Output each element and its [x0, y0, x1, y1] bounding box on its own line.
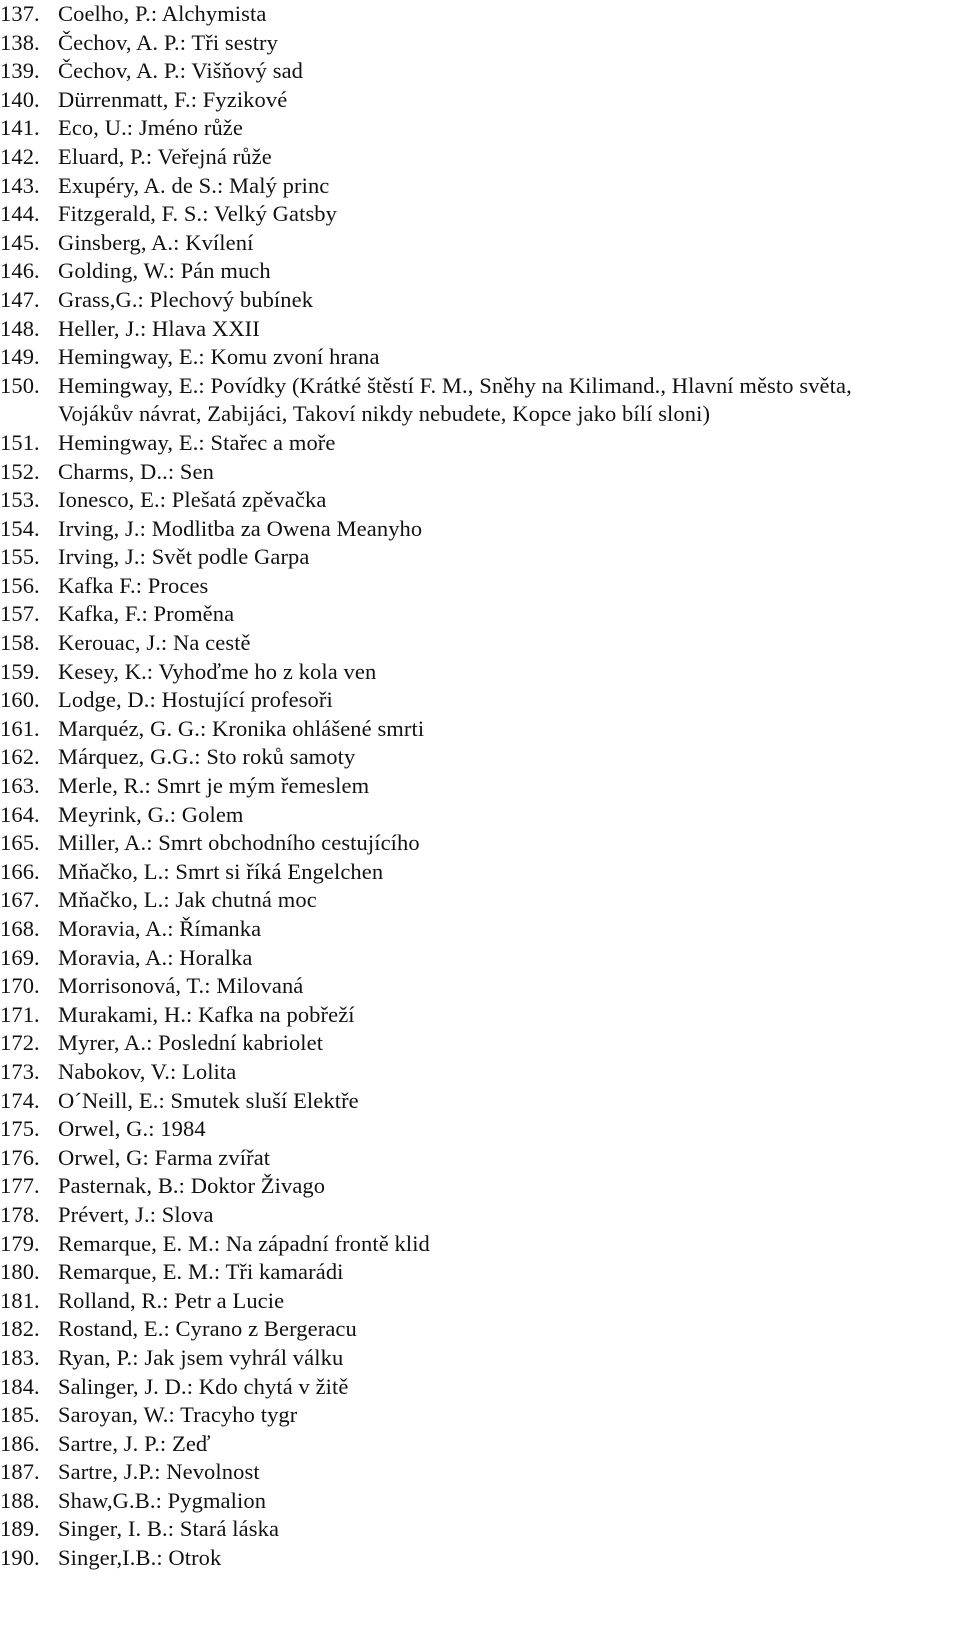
- item-number: 172.: [0, 1030, 40, 1056]
- item-number: 159.: [0, 658, 40, 684]
- item-number: 152.: [0, 458, 40, 484]
- item-number: 189.: [0, 1516, 40, 1542]
- item-number: 175.: [0, 1116, 40, 1142]
- item-number: 162.: [0, 744, 40, 770]
- list-item: [0, 515, 960, 544]
- item-text: Lodge, D.: Hostující profesoři: [58, 687, 333, 713]
- list-item: [0, 858, 960, 887]
- item-text: Moravia, A.: Horalka: [58, 944, 253, 970]
- item-text: Eco, U.: Jméno růže: [58, 115, 243, 141]
- list-item: [0, 29, 960, 58]
- list-item: [0, 1115, 960, 1144]
- item-number: 140.: [0, 86, 40, 112]
- list-item: [0, 1087, 960, 1116]
- list-item: [0, 1001, 960, 1030]
- list-item: [0, 772, 960, 801]
- item-number: 146.: [0, 258, 40, 284]
- item-number: 154.: [0, 515, 40, 541]
- item-text: Hemingway, E.: Komu zvoní hrana: [58, 344, 380, 370]
- item-number: 167.: [0, 887, 40, 913]
- list-item: [0, 829, 960, 858]
- item-text: Irving, J.: Modlitba za Owena Meanyho: [58, 515, 423, 541]
- item-number: 164.: [0, 801, 40, 827]
- item-text: Hemingway, E.: Stařec a moře: [58, 429, 336, 455]
- item-number: 182.: [0, 1316, 40, 1342]
- item-text: O´Neill, E.: Smutek sluší Elektře: [58, 1087, 359, 1113]
- item-number: 150.: [0, 372, 40, 398]
- item-text: Grass,G.: Plechový bubínek: [58, 286, 314, 312]
- item-number: 142.: [0, 143, 40, 169]
- item-number: 178.: [0, 1201, 40, 1227]
- item-text: Fitzgerald, F. S.: Velký Gatsby: [58, 201, 337, 227]
- list-item: [0, 1487, 960, 1516]
- item-number: 157.: [0, 601, 40, 627]
- list-item: [0, 600, 960, 629]
- item-number: 184.: [0, 1373, 40, 1399]
- item-text: Kafka F.: Proces: [58, 572, 209, 598]
- list-item: [0, 1430, 960, 1459]
- item-number: 186.: [0, 1430, 40, 1456]
- item-text: Golding, W.: Pán much: [58, 258, 271, 284]
- list-item: [0, 86, 960, 115]
- item-number: 188.: [0, 1487, 40, 1513]
- item-number: 171.: [0, 1001, 40, 1027]
- list-item: [0, 743, 960, 772]
- item-text: Orwel, G.: 1984: [58, 1116, 206, 1142]
- item-text: Heller, J.: Hlava XXII: [58, 315, 260, 341]
- list-item: [0, 715, 960, 744]
- item-text: Salinger, J. D.: Kdo chytá v žitě: [58, 1373, 349, 1399]
- item-number: 190.: [0, 1545, 40, 1571]
- list-item: [0, 229, 960, 258]
- list-item: [0, 915, 960, 944]
- item-text: Čechov, A. P.: Tři sestry: [58, 29, 278, 55]
- list-item: [0, 1515, 960, 1544]
- item-number: 137.: [0, 1, 40, 26]
- item-text: Rostand, E.: Cyrano z Bergeracu: [58, 1316, 357, 1342]
- list-item: [0, 286, 960, 315]
- list-item: [0, 372, 960, 429]
- item-text: Exupéry, A. de S.: Malý princ: [58, 172, 330, 198]
- item-text: Prévert, J.: Slova: [58, 1201, 214, 1227]
- item-text: Meyrink, G.: Golem: [58, 801, 244, 827]
- item-number: 183.: [0, 1344, 40, 1370]
- item-text: Myrer, A.: Poslední kabriolet: [58, 1030, 324, 1056]
- item-text: Murakami, H.: Kafka na pobřeží: [58, 1001, 355, 1027]
- item-text: Rolland, R.: Petr a Lucie: [58, 1287, 285, 1313]
- list-item: [0, 1287, 960, 1316]
- item-text: Marquéz, G. G.: Kronika ohlášené smrti: [58, 715, 425, 741]
- list-item: [0, 629, 960, 658]
- list-item: [0, 1258, 960, 1287]
- item-number: 153.: [0, 487, 40, 513]
- list-item: [0, 1373, 960, 1402]
- item-text: Ionesco, E.: Plešatá zpěvačka: [58, 487, 327, 513]
- item-number: 173.: [0, 1058, 40, 1084]
- list-item: [0, 1230, 960, 1259]
- item-number: 176.: [0, 1144, 40, 1170]
- item-number: 155.: [0, 544, 40, 570]
- item-text: Remarque, E. M.: Tři kamarádi: [58, 1259, 344, 1285]
- item-text: Merle, R.: Smrt je mým řemeslem: [58, 773, 370, 799]
- list-item: [0, 114, 960, 143]
- list-item: [0, 0, 960, 29]
- list-item: [0, 686, 960, 715]
- list-item: [0, 486, 960, 515]
- item-text-continuation: Vojákův návrat, Zabijáci, Takoví nikdy nebudete, Kopce jako bílí sloni): [58, 401, 711, 427]
- item-number: 168.: [0, 916, 40, 941]
- item-text: Coelho, P.: Alchymista: [58, 1, 267, 26]
- item-text: Mňačko, L.: Smrt si říká Engelchen: [58, 858, 384, 884]
- list-item: [0, 343, 960, 372]
- item-text: Ryan, P.: Jak jsem vyhrál válku: [58, 1344, 344, 1370]
- item-number: 180.: [0, 1259, 40, 1285]
- item-text: Shaw,G.B.: Pygmalion: [58, 1487, 267, 1513]
- item-number: 156.: [0, 572, 40, 598]
- list-item: [0, 1029, 960, 1058]
- list-item: [0, 1344, 960, 1373]
- list-item: [0, 257, 960, 286]
- item-number: 169.: [0, 944, 40, 970]
- list-item: [0, 1544, 960, 1573]
- item-text: Sartre, J. P.: Zeď: [58, 1430, 211, 1456]
- item-number: 165.: [0, 830, 40, 856]
- item-text: Singer,I.B.: Otrok: [58, 1545, 222, 1571]
- item-text: Dürrenmatt, F.: Fyzikové: [58, 86, 288, 112]
- item-text: Remarque, E. M.: Na západní frontě klid: [58, 1230, 430, 1256]
- item-number: 143.: [0, 172, 40, 198]
- list-item: [0, 543, 960, 572]
- item-text: Morrisonová, T.: Milovaná: [58, 973, 304, 999]
- item-text: Márquez, G.G.: Sto roků samoty: [58, 744, 356, 770]
- item-text: Mňačko, L.: Jak chutná moc: [58, 887, 317, 913]
- item-number: 158.: [0, 630, 40, 656]
- list-item: [0, 658, 960, 687]
- item-text: Kafka, F.: Proměna: [58, 601, 235, 627]
- list-item: [0, 1144, 960, 1173]
- item-text: Čechov, A. P.: Višňový sad: [58, 58, 304, 84]
- item-number: 151.: [0, 429, 40, 455]
- item-text: Eluard, P.: Veřejná růže: [58, 143, 272, 169]
- list-item: [0, 315, 960, 344]
- item-text: Ginsberg, A.: Kvílení: [58, 229, 254, 255]
- list-item: [0, 57, 960, 86]
- list-item: [0, 1458, 960, 1487]
- item-number: 174.: [0, 1087, 40, 1113]
- list-item: [0, 1315, 960, 1344]
- item-text: Singer, I. B.: Stará láska: [58, 1516, 280, 1542]
- item-number: 179.: [0, 1230, 40, 1256]
- list-item: [0, 200, 960, 229]
- item-text: Irving, J.: Svět podle Garpa: [58, 544, 310, 570]
- item-text: Hemingway, E.: Povídky (Krátké štěstí F. M., Sněhy na Kilimand., Hlavní město světa,: [58, 372, 852, 398]
- list-item: [0, 1058, 960, 1087]
- list-item: [0, 572, 960, 601]
- list-item: [0, 1201, 960, 1230]
- item-text: Orwel, G: Farma zvířat: [58, 1144, 271, 1170]
- item-number: 141.: [0, 115, 40, 141]
- list-item: [0, 172, 960, 201]
- list-item: [0, 972, 960, 1001]
- item-number: 160.: [0, 687, 40, 713]
- item-text: Moravia, A.: Římanka: [58, 916, 262, 941]
- item-number: 139.: [0, 58, 40, 84]
- item-number: 145.: [0, 229, 40, 255]
- item-text: Pasternak, B.: Doktor Živago: [58, 1173, 326, 1199]
- item-number: 147.: [0, 286, 40, 312]
- list-item: [0, 801, 960, 830]
- item-text: Miller, A.: Smrt obchodního cestujícího: [58, 830, 420, 856]
- item-text: Saroyan, W.: Tracyho tygr: [58, 1402, 298, 1428]
- item-number: 166.: [0, 858, 40, 884]
- item-number: 170.: [0, 973, 40, 999]
- list-item: [0, 458, 960, 487]
- item-text: Kesey, K.: Vyhoďme ho z kola ven: [58, 658, 377, 684]
- item-text: Charms, D..: Sen: [58, 458, 214, 484]
- item-number: 148.: [0, 315, 40, 341]
- list-item: [0, 143, 960, 172]
- item-text: Kerouac, J.: Na cestě: [58, 630, 251, 656]
- list-item: [0, 1401, 960, 1430]
- item-number: 187.: [0, 1459, 40, 1485]
- item-text: Nabokov, V.: Lolita: [58, 1058, 237, 1084]
- item-number: 163.: [0, 773, 40, 799]
- list-item: [0, 886, 960, 915]
- list-item: [0, 944, 960, 973]
- item-number: 181.: [0, 1287, 40, 1313]
- item-number: 185.: [0, 1402, 40, 1428]
- item-number: 144.: [0, 201, 40, 227]
- item-number: 149.: [0, 344, 40, 370]
- item-number: 161.: [0, 715, 40, 741]
- item-number: 138.: [0, 29, 40, 55]
- list-item: [0, 1172, 960, 1201]
- item-number: 177.: [0, 1173, 40, 1199]
- item-text: Sartre, J.P.: Nevolnost: [58, 1459, 260, 1485]
- list-item: [0, 429, 960, 458]
